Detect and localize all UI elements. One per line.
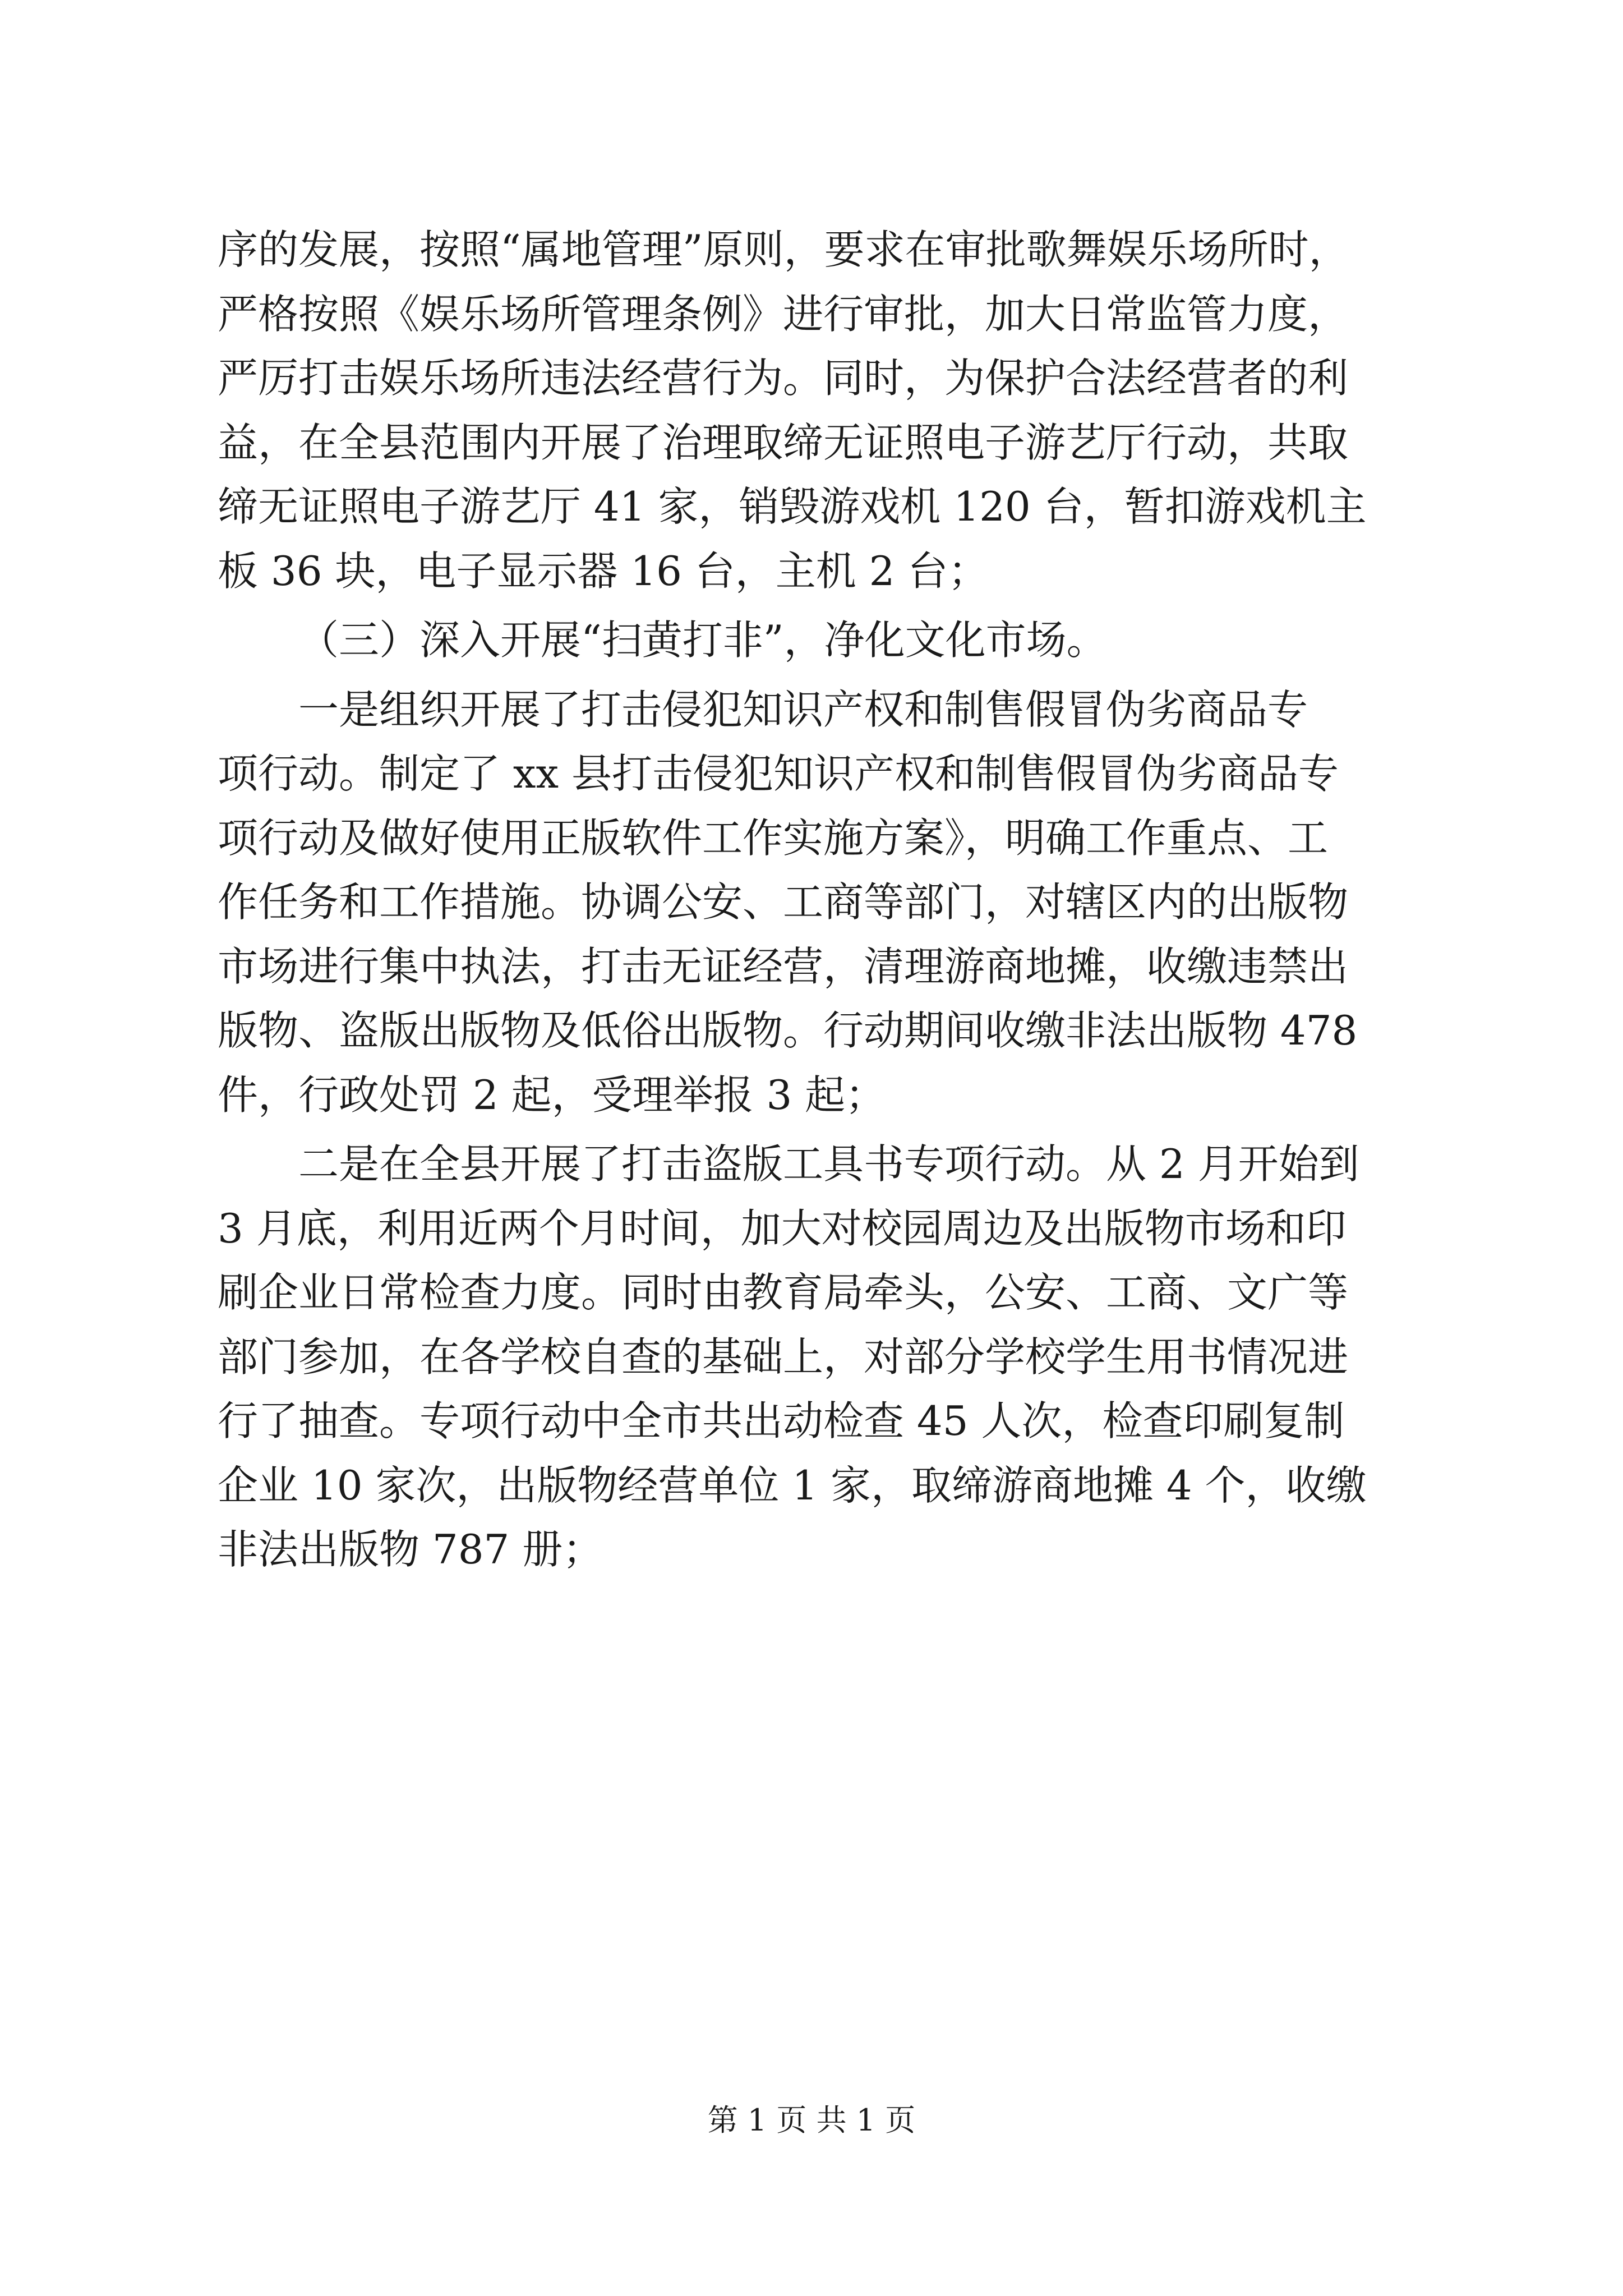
paragraph-gap	[218, 603, 1418, 608]
text-line: 件，行政处罚 2 起，受理举报 3 起；	[218, 1071, 886, 1119]
text-line: 市场进行集中执法，打击无证经营，清理游商地摊，收缴违禁出	[218, 942, 1349, 990]
text-line: 刷企业日常检查力度。同时由教育局牵头，公安、工商、文广等	[218, 1269, 1349, 1316]
text-line: 项行动及做好使用正版软件工作实施方案》，明确工作重点、工	[218, 814, 1329, 862]
text-line: 作任务和工作措施。协调公安、工商等部门，对辖区内的出版物	[218, 878, 1349, 926]
text-line: 3 月底，利用近两个月时间，加大对校园周边及出版物市场和印	[218, 1204, 1347, 1252]
paragraph-first-line: 二是在全县开展了打击盗版工具书专项行动。从 2 月开始到	[298, 1140, 1359, 1188]
text-line: 版物、盗版出版物及低俗出版物。行动期间收缴非法出版物 478	[218, 1007, 1358, 1054]
text-line: 严格按照《娱乐场所管理条例》进行审批，加大日常监管力度，	[218, 290, 1349, 338]
paragraph-first-line: 一是组织开展了打击侵犯知识产权和制售假冒伪劣商品专	[298, 685, 1308, 733]
text-line: 项行动。制定了 xx 县打击侵犯知识产权和制售假冒伪劣商品专	[218, 750, 1339, 797]
text-line: 益，在全县范围内开展了治理取缔无证照电子游艺厅行动，共取	[218, 418, 1349, 466]
paragraph-gap	[218, 673, 1418, 678]
text-line: 非法出版物 787 册；	[218, 1526, 603, 1573]
text-line: 序的发展，按照“属地管理”原则，要求在审批歌舞娱乐场所时，	[218, 226, 1349, 273]
section-heading: （三）深入开展“扫黄打非”，净化文化市场。	[298, 616, 1107, 664]
text-line: 严厉打击娱乐场所违法经营行为。同时，为保护合法经营者的利	[218, 355, 1349, 402]
text-line: 行了抽查。专项行动中全市共出动检查 45 人次，检查印刷复制	[218, 1397, 1345, 1444]
text-line: 缔无证照电子游艺厅 41 家，销毁游戏机 120 台，暂扣游戏机主	[218, 483, 1367, 530]
text-line: 企业 10 家次，出版物经营单位 1 家，取缔游商地摊 4 个，收缴	[218, 1461, 1367, 1509]
text-line: 部门参加，在各学校自查的基础上，对部分学校学生用书情况进	[218, 1333, 1349, 1381]
document-body	[218, 218, 1418, 1582]
page-number-footer: 第 1 页 共 1 页	[707, 2102, 916, 2138]
paragraph-gap	[218, 1127, 1418, 1132]
text-line: 板 36 块，电子显示器 16 台，主机 2 台；	[218, 547, 989, 595]
